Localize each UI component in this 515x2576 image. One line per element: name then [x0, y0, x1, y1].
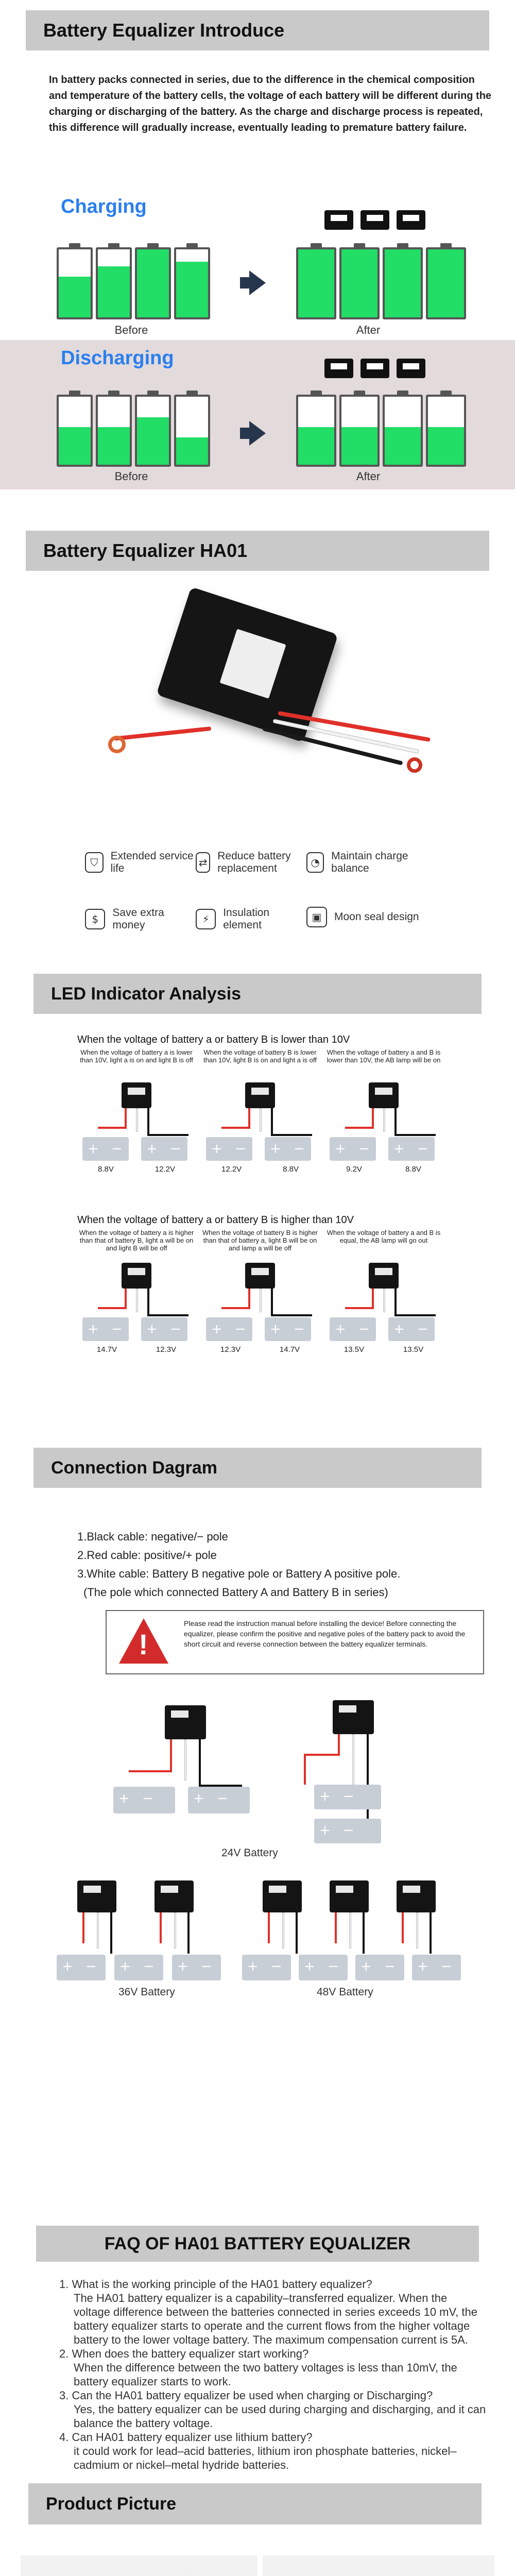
charging-before-label: Before — [114, 324, 148, 336]
battery-icon — [113, 1787, 175, 1814]
diagram-24v-b — [288, 1690, 422, 1844]
seal-icon: ▣ — [306, 907, 327, 927]
feature-item — [85, 907, 198, 931]
feature-item — [306, 907, 430, 927]
led-high-title: When the voltage of battery a or battery B is higher than 10V — [77, 1214, 354, 1226]
led-item — [77, 1048, 196, 1174]
equalizer-icon — [369, 1263, 399, 1289]
connection-line: 3.White cable: Battery B negative pole or Battery A positive pole. — [77, 1567, 401, 1580]
feature-label: Reduce battery replacement — [217, 850, 291, 874]
battery-icon — [206, 1317, 252, 1341]
feature-item — [196, 850, 309, 875]
battery-icon — [330, 1137, 376, 1161]
led-diagram — [324, 1080, 443, 1163]
equalizer-icon — [330, 1880, 369, 1912]
feature-item — [85, 850, 198, 875]
feature-label: Moon seal design — [334, 911, 419, 923]
battery-icon — [299, 1955, 348, 1980]
led-caption: When the voltage of battery a and B is lower than 10V, the AB lamp will be on — [327, 1048, 441, 1064]
equalizer-icon — [122, 1263, 151, 1289]
feature-label: Maintain charge balance — [331, 850, 408, 874]
battery-icon — [114, 1955, 163, 1980]
battery — [383, 395, 423, 467]
arrow-right-icon — [249, 270, 266, 295]
faq-answer: The HA01 battery equalizer is a capability–transferred equalizer. When the voltage difference between the batteries connected in series exceeds 10 mV, the battery equalizer starts to operate and the current flows from the higher voltage battery to the lower voltage battery. The maximum compensation current is 5A. — [74, 2292, 477, 2346]
led-item — [77, 1229, 196, 1354]
battery-icon — [141, 1137, 187, 1161]
arrow-right-icon — [249, 421, 266, 446]
voltage-b: 12.3V — [156, 1345, 177, 1354]
equalizer-icon — [154, 1880, 194, 1912]
battery-icon — [314, 1819, 381, 1843]
battery-icon — [82, 1317, 129, 1341]
diagram-24v-a — [103, 1695, 258, 1814]
feature-label: Save extra money — [112, 907, 164, 931]
equalizer-icon — [165, 1705, 206, 1739]
voltage-a: 13.5V — [344, 1345, 365, 1354]
led-item — [324, 1229, 443, 1354]
arrow-stem — [240, 428, 249, 439]
voltage-b: 12.2V — [154, 1165, 176, 1174]
led-caption: When the voltage of battery B is lower than 10V, light B is on and light a is off — [203, 1048, 317, 1064]
arrow-stem — [240, 277, 249, 289]
equalizer-icon — [397, 210, 425, 230]
equalizer-icon — [360, 210, 389, 230]
discharging-title: Discharging — [61, 347, 174, 369]
battery — [96, 395, 132, 467]
charging-after-batteries — [296, 247, 466, 319]
voltage-a: 9.2V — [346, 1165, 362, 1174]
diagram-36v — [57, 1875, 227, 1984]
equalizer-icon — [360, 359, 389, 378]
connection-list — [77, 1528, 400, 1602]
feature-label: Extended service life — [110, 850, 194, 874]
charging-title: Charging — [61, 196, 147, 217]
caption-48v: 48V Battery — [317, 1986, 373, 1998]
battery-icon — [242, 1955, 291, 1980]
voltage-b: 8.8V — [405, 1165, 421, 1174]
product-photo — [263, 2555, 494, 2576]
swap-icon: ⇄ — [196, 852, 210, 873]
equalizer-icon — [397, 359, 425, 378]
battery-icon — [314, 1785, 381, 1809]
connection-header — [33, 1448, 482, 1488]
battery-icon — [206, 1137, 252, 1161]
battery — [135, 395, 171, 467]
battery — [339, 395, 380, 467]
led-diagram — [77, 1261, 196, 1343]
faq-question: 2. When does the battery equalizer start working? — [59, 2347, 309, 2360]
intro-header — [26, 10, 489, 50]
led-caption: When the voltage of battery B is higher than that of battery a, light B will be on and lamp a will be off — [202, 1229, 318, 1252]
faq-body — [59, 2277, 487, 2472]
discharging-after-batteries — [296, 395, 466, 467]
led-item — [324, 1048, 443, 1174]
product-title: Battery Equalizer HA01 — [43, 540, 248, 561]
battery — [174, 395, 210, 467]
voltage-a: 14.7V — [96, 1345, 117, 1354]
voltage-b: 14.7V — [279, 1345, 300, 1354]
battery — [57, 395, 93, 467]
caption-24v: 24V Battery — [221, 1847, 278, 1859]
led-item — [201, 1048, 319, 1174]
intro-title: Battery Equalizer Introduce — [43, 20, 285, 41]
feature-item — [306, 850, 430, 875]
led-diagram — [201, 1080, 319, 1163]
intro-body: In battery packs connected in series, due to the difference in the chemical composition and temperature of the battery cells, the voltage of each battery will be different during the charging or discharging of the battery. As the charge and discharge process is repeated, this difference will gradually increase, eventually leading to premature battery failure. — [49, 74, 492, 133]
discharging-panel — [0, 340, 515, 489]
warning-icon — [119, 1618, 168, 1664]
equalizer-icon — [369, 1082, 399, 1108]
product-image — [93, 598, 433, 788]
led-caption: When the voltage of battery a and B is equal, the AB lamp will go out — [327, 1229, 441, 1244]
product-header — [26, 531, 489, 571]
equalizer-icon — [263, 1880, 302, 1912]
battery — [296, 395, 336, 467]
led-caption: When the voltage of battery a is lower than 10V, light a is on and light B is off — [80, 1048, 193, 1064]
battery-icon — [82, 1137, 129, 1161]
equalizer-icon — [324, 210, 353, 230]
battery-icon — [388, 1317, 435, 1341]
diagram-48v — [242, 1875, 474, 1984]
equalizer-icon — [77, 1880, 116, 1912]
feature-item — [196, 907, 309, 931]
faq-answer: When the difference between the two battery voltages is less than 10mV, the battery equalizer starts to work. — [74, 2361, 457, 2388]
faq-answer: Yes, the battery equalizer can be used during charging and discharging, and it can balance the battery voltage. — [74, 2403, 486, 2430]
voltage-a: 12.2V — [221, 1165, 242, 1174]
battery — [383, 247, 423, 319]
battery-icon — [57, 1955, 106, 1980]
gauge-icon: ◔ — [306, 852, 324, 873]
pictures-header — [28, 2483, 482, 2524]
battery-icon — [388, 1137, 435, 1161]
led-caption: When the voltage of battery a is higher than that of battery B, light a will be on and light B will be off — [79, 1229, 194, 1252]
led-diagram — [324, 1261, 443, 1343]
led-diagram — [77, 1080, 196, 1163]
battery-icon — [141, 1317, 187, 1341]
voltage-a: 8.8V — [97, 1165, 114, 1174]
battery-icon — [172, 1955, 221, 1980]
connection-line: (The pole which connected Battery A and Battery B in series) — [83, 1586, 388, 1599]
battery-icon — [412, 1955, 461, 1980]
connection-line: 1.Black cable: negative/− pole — [77, 1530, 228, 1543]
battery — [296, 247, 336, 319]
battery — [96, 247, 132, 319]
battery-icon — [330, 1317, 376, 1341]
faq-title: FAQ OF HA01 BATTERY EQUALIZER — [104, 2233, 411, 2253]
warning-box — [106, 1610, 484, 1674]
battery — [57, 247, 93, 319]
led-diagram — [201, 1261, 319, 1343]
battery-icon — [265, 1137, 311, 1161]
discharging-before-batteries — [57, 395, 210, 467]
led-title: LED Indicator Analysis — [51, 984, 242, 1004]
product-photo — [21, 2555, 258, 2576]
voltage-a: 12.3V — [220, 1345, 241, 1354]
battery — [135, 247, 171, 319]
equalizer-icon — [397, 1880, 436, 1912]
led-header — [33, 974, 482, 1014]
money-icon: $ — [85, 909, 105, 929]
battery — [174, 247, 210, 319]
faq-answer: it could work for lead–acid batteries, lithium iron phosphate batteries, nickel–cadmium or nickel–metal hydride batteries. — [74, 2445, 457, 2471]
equalizer-icon — [245, 1082, 275, 1108]
voltage-b: 13.5V — [403, 1345, 424, 1354]
battery-icon — [265, 1317, 311, 1341]
discharging-before-label: Before — [114, 470, 148, 483]
charging-panel — [0, 196, 515, 345]
charging-before-batteries — [57, 247, 210, 319]
led-item — [201, 1229, 319, 1354]
equalizer-icon — [324, 359, 353, 378]
battery — [339, 247, 380, 319]
battery-icon — [188, 1787, 250, 1814]
battery — [426, 395, 466, 467]
discharging-after-label: After — [356, 470, 381, 483]
equalizer-icon — [245, 1263, 275, 1289]
faq-question: 4. Can HA01 battery equalizer use lithium battery? — [59, 2431, 313, 2444]
insulation-icon: ⚡ — [196, 909, 216, 929]
battery-icon — [355, 1955, 404, 1980]
faq-question: 1. What is the working principle of the HA01 battery equalizer? — [59, 2278, 372, 2291]
voltage-b: 8.8V — [283, 1165, 299, 1174]
pictures-title: Product Picture — [46, 2494, 177, 2514]
caption-36v: 36V Battery — [118, 1986, 175, 1998]
faq-header — [36, 2226, 479, 2262]
led-low-title: When the voltage of battery a or battery B is lower than 10V — [77, 1034, 350, 1045]
shield-icon: ⛉ — [85, 852, 104, 873]
equalizer-icon — [333, 1700, 374, 1734]
feature-label: Insulation element — [223, 907, 270, 931]
equalizer-icon — [122, 1082, 151, 1108]
charging-after-label: After — [356, 324, 381, 336]
faq-question: 3. Can the HA01 battery equalizer be used when charging or Discharging? — [59, 2389, 433, 2402]
warning-text: Please read the instruction manual before installing the device! Before connecting the equalizer, please confirm the positive and negative poles of the battery pack to avoid the short circuit and reverse connection between the battery equalizer terminals. — [184, 1619, 466, 1648]
battery — [426, 247, 466, 319]
connection-title: Connection Dagram — [51, 1458, 218, 1478]
connection-line: 2.Red cable: positive/+ pole — [77, 1549, 217, 1562]
